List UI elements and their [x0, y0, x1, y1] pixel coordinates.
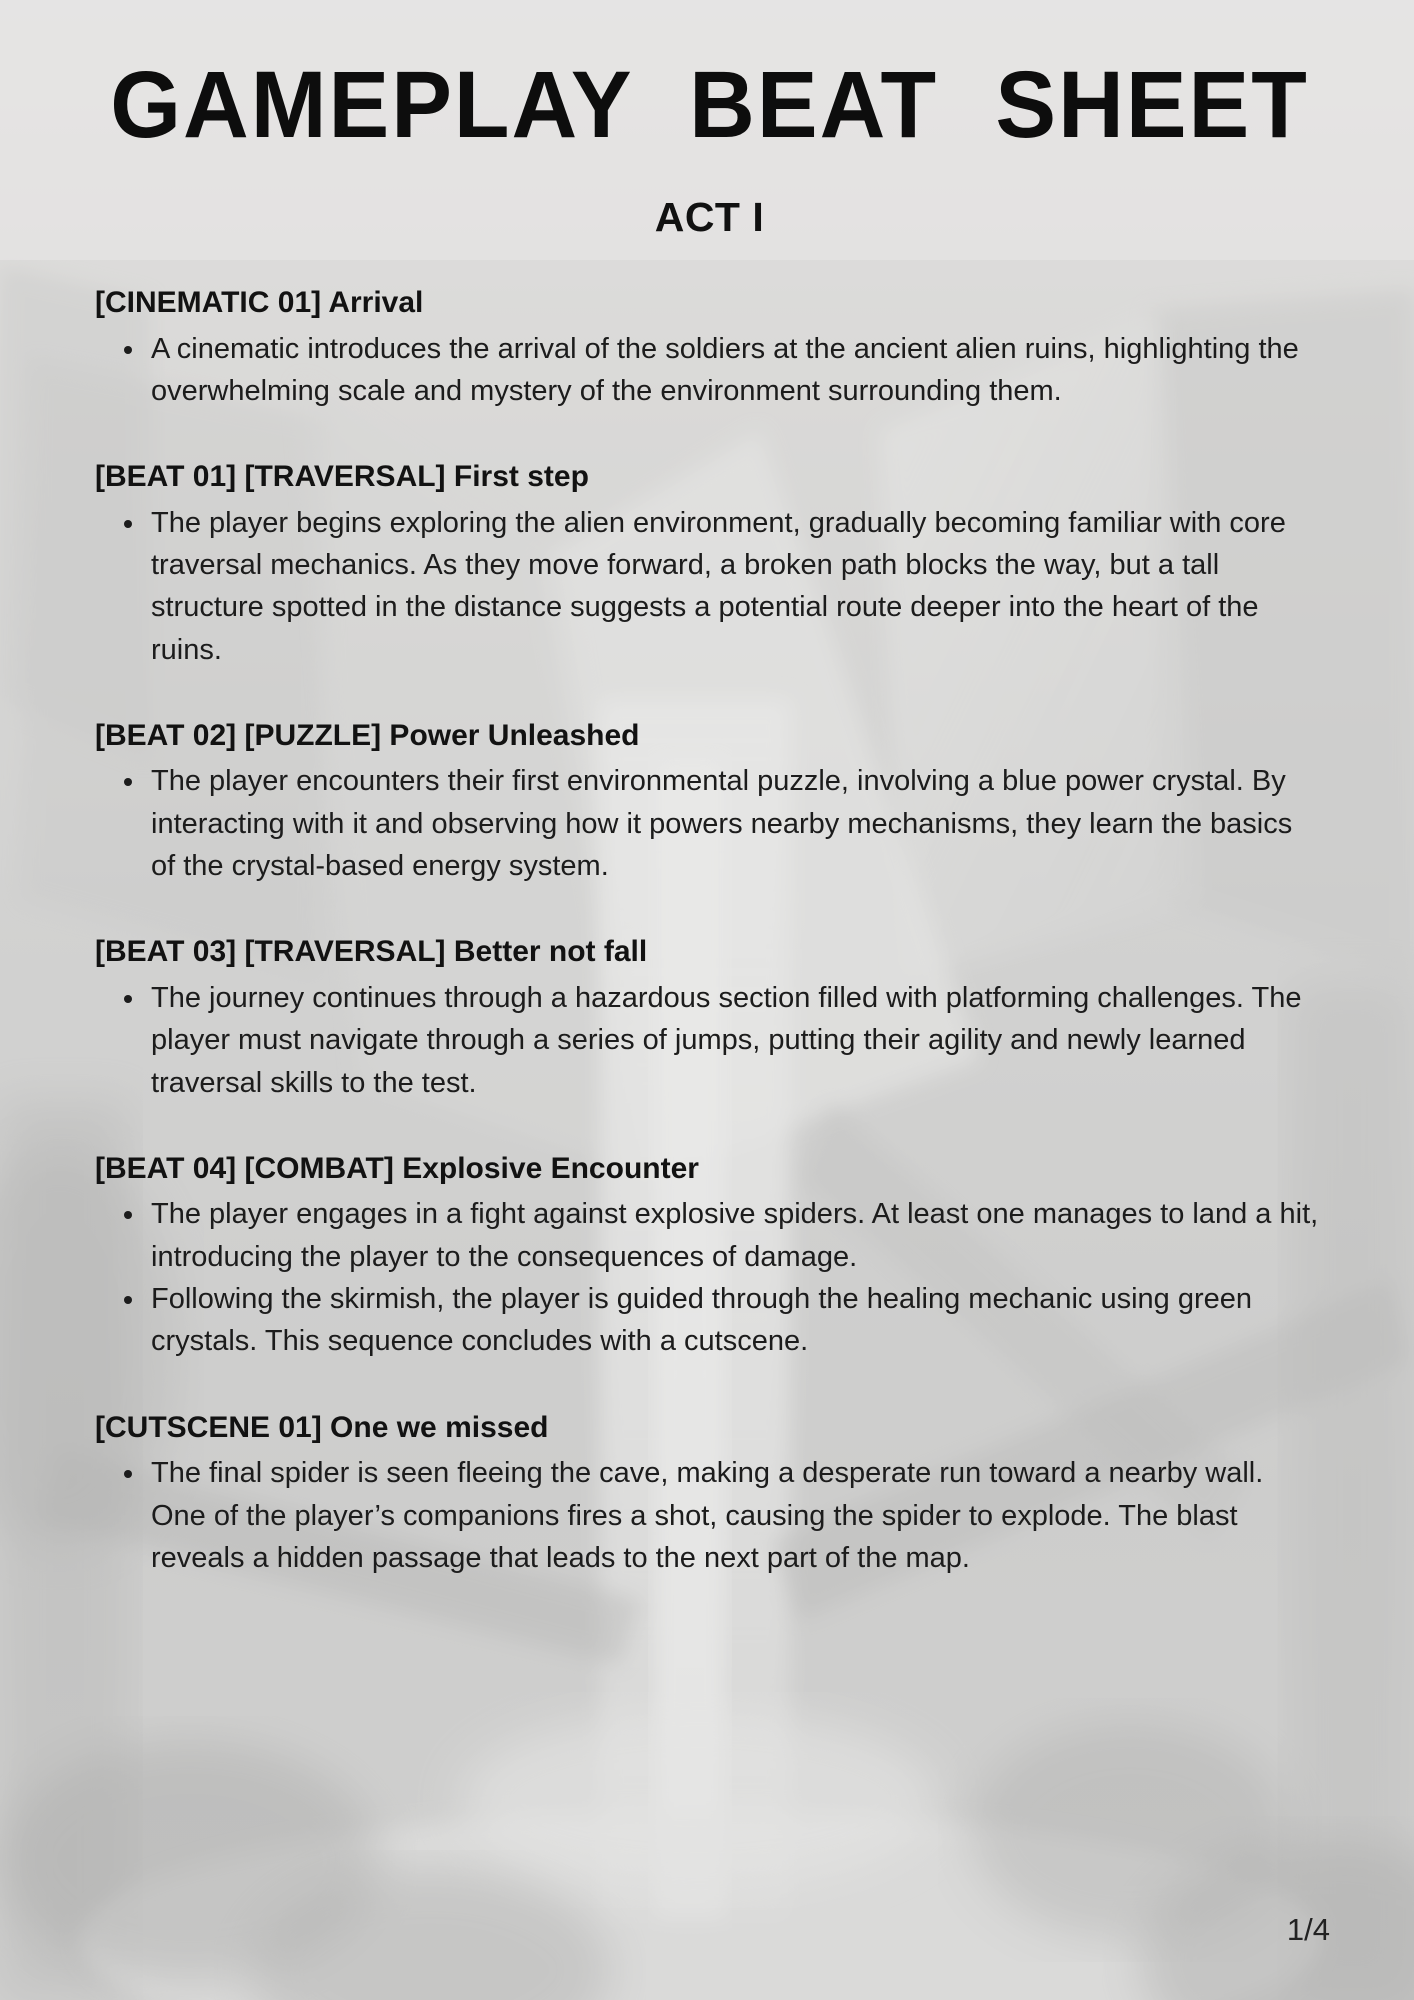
bullet-item: • A cinematic introduces the arrival of the soldiers at the ancient alien ruins, highlighting the overwhelming scale and mystery of the environment surrounding them.: [147, 328, 1324, 413]
bullet-list: [95, 977, 1324, 1104]
section-heading: [CINEMATIC 01] Arrival: [95, 286, 424, 319]
act-heading: ACT I: [654, 194, 765, 240]
section-heading: [BEAT 02] [PUZZLE] Power Unleashed: [95, 718, 640, 752]
section-heading: [BEAT 04] [COMBAT] Explosive Encounter: [95, 1151, 699, 1185]
bullet-item: • The player begins exploring the alien environment, gradually becoming familiar with core traversal mechanics. As they move forward, a broken path blocks the way, but a tall structure spotted in the distance suggests a potential route deeper into the heart of the ruins.: [147, 502, 1324, 671]
bullet-item: • Following the skirmish, the player is guided through the healing mechanic using green crystals. This sequence concludes with a cutscene.: [147, 1278, 1324, 1363]
bullet-list: [95, 760, 1324, 887]
beat-sections: [95, 284, 1324, 1579]
bullet-item: • The journey continues through a hazardous section filled with platforming challenges. The player must navigate through a series of jumps, putting their agility and newly learned traversal skills to the test.: [147, 977, 1324, 1104]
bullet-list: [95, 328, 1324, 413]
page-title: GAMEPLAY BEAT SHEET: [110, 52, 1309, 158]
bullet-list: [95, 502, 1324, 671]
section-cinematic-01: [95, 284, 1324, 412]
page-number: 1/4: [1286, 1912, 1330, 1947]
section-beat-01: [95, 458, 1324, 671]
bullet-list: [95, 1452, 1324, 1579]
section-heading: [BEAT 01] [TRAVERSAL] First step: [95, 460, 589, 494]
section-heading: [BEAT 03] [TRAVERSAL] Better not fall: [95, 935, 648, 969]
section-beat-04: [95, 1150, 1324, 1363]
section-cutscene-01: [95, 1409, 1324, 1579]
bullet-item: • The final spider is seen fleeing the cave, making a desperate run toward a nearby wall. One of the player’s companions fires a shot, causing the spider to explode. The blast reveals a hidden passage that leads to the next part of the map.: [147, 1452, 1324, 1579]
bullet-list: [95, 1193, 1324, 1362]
section-heading: [CUTSCENE 01] One we missed: [95, 1410, 549, 1444]
section-beat-03: [95, 933, 1324, 1103]
bullet-item: • The player engages in a fight against explosive spiders. At least one manages to land a hit, introducing the player to the consequences of damage.: [147, 1193, 1324, 1278]
section-beat-02: [95, 717, 1324, 887]
bullet-item: • The player encounters their first environmental puzzle, involving a blue power crystal. By interacting with it and observing how it powers nearby mechanisms, they learn the basics of the crystal-based energy system.: [147, 760, 1324, 887]
